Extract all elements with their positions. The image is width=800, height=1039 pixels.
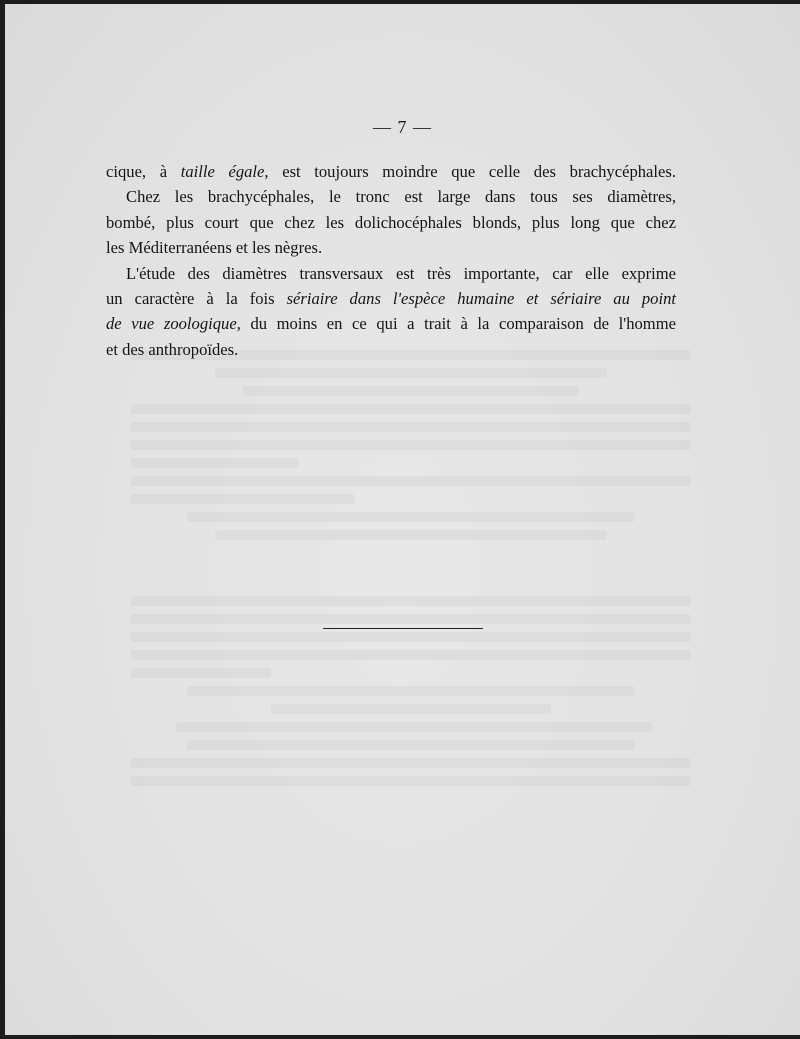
text-segment: du moins en ce qui a trait à la comparaison de l'homme <box>240 314 676 334</box>
horizontal-rule <box>323 628 483 629</box>
text-line <box>106 311 676 336</box>
text-segment: est toujours moindre que celle des brachycéphales. <box>268 162 676 181</box>
body-text <box>106 159 676 362</box>
text-line <box>106 337 676 362</box>
italic-text: de vue zoologique, <box>106 314 241 334</box>
page-number: — 7 — <box>373 117 432 137</box>
text-line <box>106 210 676 235</box>
text-segment: un caractère à la fois <box>106 289 287 309</box>
italic-text: sériaire dans l'espèce humaine et sériaire au point <box>286 289 676 309</box>
text-line <box>106 159 676 184</box>
text-segment: Chez les brachycéphales, le tronc est large dans tous ses diamètres, <box>126 187 676 207</box>
text-line <box>106 286 676 311</box>
text-segment: L'étude des diamètres transversaux est très importante, car elle exprime <box>126 263 676 283</box>
text-segment: et des anthropoïdes. <box>106 339 239 359</box>
text-segment: les Méditerranéens et les nègres. <box>106 238 323 258</box>
text-line <box>106 235 676 260</box>
text-segment: cique, à <box>106 162 181 181</box>
text-line <box>106 184 676 209</box>
document-page <box>5 4 800 1035</box>
show-through-text <box>131 342 691 794</box>
italic-text: taille égale, <box>180 162 269 181</box>
text-segment: bombé, plus court que chez les dolichocéphales blonds, plus long que chez <box>106 212 676 232</box>
text-line <box>106 261 676 286</box>
